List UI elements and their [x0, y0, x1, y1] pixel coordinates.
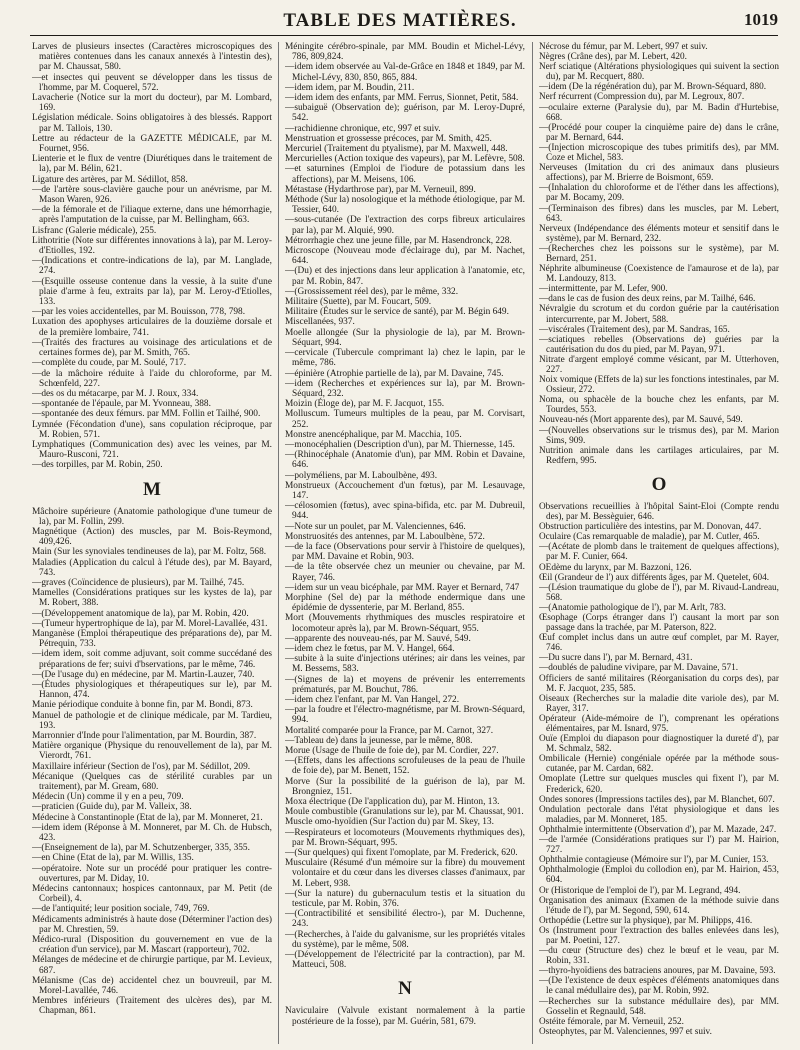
index-entry: —idem chez l'enfant, par M. Van Hangel, 272. — [285, 695, 460, 705]
index-entry: —complète du coude, par M. Soulé, 717. — [32, 358, 187, 369]
index-entry: Observations recueillies à l'hôpital Saint-Eloi (Compte rendu des), par M. Bessèguier, 646. — [539, 501, 779, 523]
index-entry: —intermittente, par M. Lefer, 900. — [539, 284, 668, 295]
index-entry: Mort (Mouvements rhythmiques des muscles respiratoire et locomoteur après la), par M. Brown-Séquart, 955. — [285, 613, 525, 634]
index-entry: Mercurielles (Action toxique des vapeurs), par M. Lefèvre, 508. — [285, 154, 525, 165]
index-entry: Mélanisme (Cas de) accidentel chez un bouvreuil, par M. Morel-Lavallée, 746. — [32, 975, 272, 997]
index-entry: Lisfranc (Galerie médicale), 255. — [32, 225, 157, 236]
index-entry: Nécrose du fémur, par M. Lebert, 997 et suiv. — [539, 42, 708, 52]
index-entry: Oiseaux (Recherches sur la maladie dite variole des), par M. Rayer, 317. — [539, 693, 779, 714]
index-entry: Médecins cantonnaux; hospices cantonnaux, par M. Petit (de Corbeil), 4. — [32, 884, 272, 905]
index-entry: Monstruosités des antennes, par M. Laboulbène, 572. — [285, 531, 485, 542]
index-entry: —doublés de paludine vivipare, par M. Davaine, 571. — [539, 663, 739, 674]
page-header — [0, 8, 800, 36]
index-column-2 — [285, 42, 525, 1044]
index-entry: Moxa électrique (De l'application du), par M. Hinton, 13. — [285, 797, 500, 808]
index-entry: —Du sucre dans l'), par M. Bernard, 431. — [539, 653, 693, 664]
column-divider — [532, 42, 533, 1044]
index-entry: Législation médicale. Soins obligatoires à des blessés. Rapport par M. Tallois, 130. — [32, 113, 272, 134]
index-entry: Lithotritie (Note sur différentes innovations à la), par M. Leroy-d'Etiolles, 192. — [32, 235, 272, 257]
index-entry: —Respirateurs et locomoteurs (Mouvements rhythmiques des), par M. Brown-Séquart, 995. — [285, 827, 525, 848]
index-entry: Militaire (Suette), par M. Foucart, 509. — [285, 297, 432, 308]
index-entry: Mélanges de médecine et de chirurgie partique, par M. Levieux, 687. — [32, 955, 272, 976]
index-entry: —(Tumeur hypertrophique de la), par M. Morel-Lavallée, 431. — [32, 618, 268, 629]
index-entry: —des os du métacarpe, par M. J. Roux, 334. — [32, 388, 199, 399]
index-entry: —(Enseignement de la), par M. Schutzenberger, 335, 355. — [32, 843, 250, 854]
index-entry: Ombilicale (Hernie) congéniale opérée par la méthode sous-cutanée, par M. Cardan, 682. — [539, 754, 779, 775]
index-entry: Nerf récurrent (Compression du), par M. Legroux, 807. — [539, 92, 745, 103]
index-entry: —idem (De la régénération du), par M. Brown-Séquard, 880. — [539, 82, 767, 93]
index-entry: Ondes sonores (Impressions tactiles des), par M. Blanchet, 607. — [539, 794, 775, 805]
index-entry: —(Injection microscopique des tubes primitifs des), par MM. Coze et Michel, 583. — [539, 142, 779, 164]
index-entry: —(Du) et des injections dans leur application à l'anatomie, etc, par M. Robin, 847. — [285, 266, 525, 287]
index-entry: Médicaments administrés à haute dose (Déterminer l'action des) par M. Chrestien, 59. — [32, 914, 272, 935]
index-entry: —polyméliens, par M. Laboulbène, 493. — [285, 470, 438, 481]
section-letter: M — [143, 478, 161, 500]
index-entry: Métrorrhagie chez une jeune fille, par M. Hasendronck, 228. — [285, 235, 512, 246]
index-entry: Organisation des animaux (Examen de la méthode suivie dans l'étude de l'), par M. Segond, 590, 614. — [539, 895, 779, 916]
index-entry: —et insectes qui peuvent se développer dans les tissus de l'homme, par M. Coquerel, 572. — [32, 72, 272, 93]
index-entry: —graves (Coïncidence de plusieurs), par M. Tailhé, 745. — [32, 577, 245, 588]
index-entry: Ligature des artères, par M. Sédillot, 858. — [32, 174, 188, 185]
index-entry: —(Contractibilité et sensibilité électro-), par M. Duchenne, 243. — [285, 909, 525, 930]
index-entry: Miscellanées, 937. — [285, 317, 355, 328]
index-entry: —de la fémorale et de l'iliaque externe, dans une hémorrhagie, après l'amputation de la cuisse, par M. Bellingham, 663. — [32, 205, 272, 226]
index-entry: Lymphatiques (Communication des) avec les veines, par M. Mauro-Rusconi, 721. — [32, 439, 272, 461]
index-entry: —(Inhalation du chloroforme et de l'éther dans les affections), par M. Bocamy, 209. — [539, 183, 779, 204]
index-entry: —et saturnines (Emploi de l'iodure de potassium dans les affections), par M. Meisens, 106. — [285, 164, 525, 185]
index-entry: Médecin (Un) comme il y en a peu, 709. — [32, 792, 184, 803]
index-entry: —(Traités des fractures au voisinage des articulations et de certaines formes de), par M. Smith, 765. — [32, 337, 272, 359]
index-columns — [32, 42, 780, 1044]
index-entry: —spontanée des deux fémurs. par MM. Follin et Tailhé, 900. — [32, 409, 261, 420]
index-entry: Marronnier d'Inde pour l'alimentation, par M. Bourdin, 387. — [32, 731, 257, 741]
index-entry: —(Rhinocéphale (Anatomie d'un), par MM. Robin et Davaine, 646. — [285, 450, 525, 471]
index-entry: Magnétique (Action) des muscles, par M. Bois-Reymond, 409,426. — [32, 526, 272, 548]
index-entry: Luxation des apophyses articulaires de la douzième dorsale et de la première lombaire, 741. — [32, 317, 272, 338]
index-entry: Mortalité comparée pour la France, par M. Carnot, 327. — [285, 725, 494, 736]
index-entry: Mâchoire supérieure (Anatomie pathologique d'une tumeur de la), par M. Follin, 299. — [32, 506, 272, 527]
index-entry: Œil (Grandeur de l') aux différents âges, par M. Quetelet, 604. — [539, 572, 770, 583]
page-number: 1019 — [744, 10, 778, 29]
index-entry: —(Anatomie pathologique de l'), par M. Arlt, 783. — [539, 602, 726, 613]
index-entry: Morue (Usage de l'huile de foie de), par M. Cordier, 227. — [285, 746, 499, 757]
index-entry: Nègres (Crâne des), par M. Lebert, 420. — [539, 52, 687, 63]
index-entry: Moelle allongée (Sur la physiologie de la), par M. Brown-Séquart, 994. — [285, 327, 525, 348]
index-entry: Lavacherie (Notice sur la mort du docteur), par M. Lombard, 169. — [32, 93, 272, 114]
index-entry: Nerveux (Indépendance des éléments moteur et sensitif dans le système), par M. Bernard, 232. — [539, 223, 779, 244]
index-entry: Morve (Sur la possibilité de la guérison de la), par M. Brongniez, 151. — [285, 776, 525, 797]
index-entry: —spontanée de l'épaule, par M. Yvonneau, 388. — [32, 399, 211, 410]
index-entry: —idem idem des enfants, par MM. Ferrus, Sionnet, Petit, 584. — [285, 93, 519, 104]
index-entry: —des torpilles, par M. Robin, 250. — [32, 460, 163, 471]
index-entry: Maxillaire inférieur (Section de l'os), par M. Sédillot, 209. — [32, 761, 251, 772]
index-entry: Nouveau-nés (Mort apparente des), par M. Sauvé, 549. — [539, 415, 743, 426]
index-entry: Nutrition animale dans les cartilages articulaires, par M. Redfern, 995. — [539, 445, 779, 466]
index-entry: —idem idem observée au Val-de-Grâce en 1848 et 1849, par M. Michel-Lévy, 830, 850, 865, 884. — [285, 62, 525, 83]
index-entry: Monstre anencéphalique, par M. Macchia, 105. — [285, 429, 462, 440]
index-entry: Maladies (Application du calcul à l'étude des), par M. Bayard, 743. — [32, 557, 272, 578]
index-entry: Ouïe (Emploi du diapason pour diagnostiquer la dureté d'), par M. Schmalz, 582. — [539, 734, 779, 755]
index-entry: Néphrite albumineuse (Coexistence de l'amaurose et de la), par M. Landouzy, 813. — [539, 264, 779, 285]
index-entry: Microscope (Nouveau mode d'éclairage du), par M. Nachet, 644. — [285, 246, 525, 267]
index-entry: Manuel de pathologie et de clinique médicale, par M. Tardieu, 193. — [32, 710, 272, 731]
index-entry: Obstruction particulière des intestins, par M. Donovan, 447. — [539, 522, 762, 533]
index-entry: —de la face (Observations pour servir à l'histoire de quelques), par MM. Davaine et Robin, 903. — [285, 541, 525, 563]
index-entry: —sciatiques rebelles (Observations de) guéries par la cautérisation du dos du pied, par M. Payan, 971. — [539, 334, 779, 355]
index-entry: —monocéphalien (Description d'un), par M. Thiernesse, 145. — [285, 439, 515, 450]
index-entry: —idem idem, par M. Boudin, 211. — [285, 82, 415, 93]
index-entry: —(Nouvelles observations sur le trismus des), par M. Marion Sims, 909. — [539, 425, 779, 446]
index-entry: —(Acétate de plomb dans le traitement de quelques affections), par M. F. Cunier, 664. — [539, 542, 779, 563]
index-entry: —par la foudre et l'électro-magnétisme, par M. Brown-Séquard, 994. — [285, 705, 525, 726]
index-entry: —idem sur un veau bicéphale, par MM. Rayer et Bernard, 747 — [285, 582, 520, 593]
index-entry: Lettre au rédacteur de la GAZETTE MÉDICALE, par M. Fournet, 956. — [32, 133, 272, 155]
index-entry: Nerf sciatique (Altérations physiologiques qui suivent la section du), par M. Recquert, 880. — [539, 62, 779, 83]
index-entry: —de l'antiquité; leur position sociale, 749, 769. — [32, 904, 210, 915]
section-letter: O — [651, 473, 667, 495]
index-entry: —subaiguë (Observation de); guérison, par M. Leroy-Dupré, 542. — [285, 103, 525, 124]
index-entry: Orthopédie (Lettre sur la physique), par M. Philipps, 416. — [539, 915, 753, 926]
index-entry: —viscérales (Traitement des), par M. Sandras, 165. — [539, 324, 730, 335]
index-entry: —Note sur un poulet, par M. Valenciennes, 646. — [285, 521, 466, 532]
index-entry: —(Indications et contre-indications de la), par M. Langlade, 274. — [32, 256, 272, 277]
index-entry: Opérateur (Aide-mémoire de l'), comprenant les opérations élémentaires, par M. Isnard, 975. — [539, 713, 779, 734]
index-entry: —(Lésion traumatique du globe de l'), par M. Rivaud-Landreau, 568. — [539, 582, 779, 603]
index-entry: —dans le cas de fusion des deux reins, par M. Tailhé, 646. — [539, 294, 756, 305]
index-entry: Osteophytes, par M. Valenciennes, 997 et suiv. — [539, 1026, 712, 1037]
index-entry: —(Recherches, à l'aide du galvanisme, sur les propriétés vitales du système), par le même, 508. — [285, 929, 525, 950]
index-entry: —sous-cutanée (De l'extraction des corps fibreux articulaires par la), par M. Alquié, 990. — [285, 215, 525, 236]
index-entry: Molluscum. Tumeurs multiples de la peau, par M. Corvisart, 252. — [285, 409, 525, 430]
index-entry: Musculaire (Résumé d'un mémoire sur la fibre) du mouvement volontaire et du cœur dans les diverses classes d'animaux, par M. Lebert, 938. — [285, 858, 525, 889]
index-entry: Névralgie du scrotum et du cordon guérie par la cautérisation intercurrente, par M. Jobert, 588. — [539, 304, 779, 325]
index-entry: —(Études physiologiques et thérapeutiques sur le), par M. Hannon, 474. — [32, 679, 272, 701]
index-entry: Ophthalmie contagieuse (Mémoire sur l'), par M. Cunier, 153. — [539, 855, 769, 866]
index-entry: Lymnée (Fécondation d'une), sans copulation réciproque, par M. Robien, 571. — [32, 419, 272, 440]
index-entry: Main (Sur les synoviales tendineuses de la), par M. Foltz, 568. — [32, 547, 267, 558]
index-entry: —en Chine (Etat de la), par M. Willis, 135. — [32, 853, 194, 864]
index-entry: —épinière (Atrophie partielle de la), par M. Davaine, 745. — [285, 368, 504, 379]
index-entry: Oculaire (Cas remarquable de maladie), par M. Cutler, 465. — [539, 532, 760, 543]
index-entry: Métastase (Hydarthrose par), par M. Verneuil, 899. — [285, 184, 476, 195]
index-entry: Moule combustible (Granulations sur le), par M. Chaussat, 901. — [285, 807, 524, 818]
index-entry: —Tableau de) dans la jeunesse, par le même, 808. — [285, 735, 473, 746]
index-entry: —de l'artère sous-clavière gauche pour un anévrisme, par M. Mason Waren, 926. — [32, 184, 272, 206]
index-entry: —subite à la suite d'injections utérines; air dans les veines, par M. Bessems, 583. — [285, 654, 525, 675]
column-divider — [278, 42, 279, 1044]
index-entry: —idem chez le fœtus, par M. V. Hangel, 664. — [285, 643, 455, 654]
index-entry: —de la mâchoire réduite à l'aide du chloroforme, par M. Schœnfeld, 227. — [32, 368, 272, 389]
index-entry: —Recherches sur la substance médullaire des), par MM. Gosselin et Regnauld, 548. — [539, 996, 779, 1017]
index-entry: —(Procédé pour couper la cinquième paire de) dans le crâne, par M. Bernard, 644. — [539, 122, 779, 143]
index-entry: Méthode (Sur la) nosologique et la méthode étiologique, par M. Tessier, 640. — [285, 195, 525, 216]
index-entry: —(De l'existence de deux espèces d'éléments anatomiques dans le canal médullaire des), par M. Robin, 992. — [539, 976, 779, 997]
index-entry: —célosomien (fœtus), avec spina-bifida, etc. par M. Dubreuil, 944. — [285, 501, 525, 522]
index-entry: Œsophage (Corps étranger dans l') causant la mort par son passage dans la trachée, par M. Paterson, 822. — [539, 612, 779, 634]
index-entry: —(Développement anatomique de la), par M. Robin, 420. — [32, 608, 249, 619]
index-entry: Ostéite fémorale, par M. Verneuil, 252. — [539, 1016, 684, 1027]
index-entry: Nerveuses (Imitation du cri des animaux dans plusieurs affections), par M. Brierre de Boismont, 659. — [539, 163, 779, 184]
index-entry: —apparente des nouveau-nés, par M. Sauvé, 549. — [285, 633, 471, 644]
index-entry: —idem idem, soit comme adjuvant, soit comme succédané des préparations de fer; suivi d'bservations, par le même, 746. — [32, 649, 272, 670]
index-entry: Morphine (Sel de) par la méthode endermique dans une épidémie de dyssenterie, par M. Berland, 855. — [285, 592, 525, 614]
index-entry: Membres inférieurs (Traitement des ulcères des), par M. Chapman, 861. — [32, 996, 272, 1017]
index-column-3 — [539, 42, 779, 1044]
index-entry: Ophthalmologie (Emploi du collodion en), par M. Hairion, 453, 604. — [539, 865, 779, 886]
index-entry: —oculaire externe (Paralysie du), par M. Badin d'Hurtebise, 668. — [539, 102, 779, 123]
index-entry: —rachidienne chronique, etc, 997 et suiv. — [285, 123, 441, 134]
index-entry: Moizin (Éloge de), par M. F. Jacquot, 155. — [285, 399, 445, 410]
index-entry: —du cœur (Structure des) chez le bœuf et le veau, par M. Robin, 331. — [539, 946, 779, 967]
index-entry: —(Signes de la) et moyens de prévenir les enterrements prématurés, par M. Bouchut, 786. — [285, 674, 525, 695]
index-entry: Or (Historique de l'emploi de l'), par M. Legrand, 494. — [539, 885, 741, 896]
index-entry: —de la tête observée chez un meunier ou chevaine, par M. Rayer, 746. — [285, 562, 525, 583]
index-entry: —(Développement de l'électricité par la contraction), par M. Matteuci, 508. — [285, 950, 525, 971]
index-entry: Manganèse (Emploi thérapeutique des préparations de), par M. Pétrequin, 733. — [32, 628, 272, 650]
index-entry: —(Esquille osseuse contenue dans la vessie, à la suite d'une plaie d'arme à feu, extraits par la), par M. Leroy-d'Etiolles, 133. — [32, 276, 272, 308]
index-entry: —(Effets, dans les affections scrofuleuses de la peau de l'huile de foie de), par M. Benett, 152. — [285, 756, 525, 777]
index-entry: Médecine à Constantinople (Etat de la), par M. Monneret, 21. — [32, 812, 263, 823]
index-entry: Officiers de santé militaires (Réorganisation du corps des), par M. F. Jacquot, 235, 585. — [539, 673, 779, 694]
index-entry: —(Sur la nature) du gubernaculum testis et la situation du testicule, par M. Robin, 376. — [285, 888, 525, 910]
index-entry: OEdème du larynx, par M. Bazzoni, 126. — [539, 562, 692, 573]
index-entry: Nitrate d'argent employé comme vésicant, par M. Utterhoven, 227. — [539, 354, 779, 375]
index-entry: —(Sur quelques) qui fixent l'omoplate, par M. Frederick, 620. — [285, 848, 518, 859]
index-entry: Œuf complet inclus dans un autre œuf complet, par M. Rayer, 746. — [539, 633, 779, 654]
index-entry: Ondulation pectorale dans l'état physiologique et dans les maladies, par M. Monneret, 185. — [539, 804, 779, 825]
index-entry: Mamelles (Considérations pratiques sur les kystes de la), par M. Robert, 388. — [32, 588, 272, 609]
index-entry: —idem (Recherches et expériences sur la), par M. Brown-Séquard, 232. — [285, 378, 525, 399]
header-rule — [30, 35, 778, 36]
index-entry: Os (Instrument pour l'extraction des balles enlevées dans les), par M. Poetini, 127. — [539, 925, 779, 946]
index-entry: —(Recherches chez les poissons sur le système), par M. Bernard, 251. — [539, 243, 779, 264]
index-entry: —(De l'usage du) en médecine, par M. Martin-Lauzer, 740. — [32, 669, 255, 680]
index-entry: —cervicale (Tubercule comprimant la) chez le lapin, par le même, 786. — [285, 348, 525, 369]
index-entry: Mercuriel (Traitement du ptyalisme), par M. Maxwell, 448. — [285, 144, 508, 155]
index-entry: —idem idem (Réponse à M. Monneret, par M. Ch. de Hubsch, 423. — [32, 822, 272, 844]
index-entry: —opératoire. Note sur un procédé pour pratiquer les contre-ouvertures, par M. Diday, 10. — [32, 863, 272, 884]
index-entry: Larves de plusieurs insectes (Caractères microscopiques des matières contenues dans les canaux annexés à l'intestin des), par M. Chaussat, 580. — [32, 42, 272, 73]
index-entry: Menstruation et grossesse précoces, par M. Smith, 425. — [285, 133, 492, 144]
index-entry: —par les voies accidentelles, par M. Bouisson, 778, 798. — [32, 307, 246, 318]
index-entry: Omoplate (Lettre sur quelques muscles qui fixent l'), par M. Frederick, 620. — [539, 774, 779, 795]
index-entry: —praticien (Guide du), par M. Valleix, 38. — [32, 802, 192, 813]
index-entry: Mécanique (Quelques cas de stérilité curables par un traitement), par M. Gream, 680. — [32, 771, 272, 793]
index-entry: Muscle omo-hyoïdien (Sur l'action du) par M. Skey, 13. — [285, 817, 494, 828]
index-entry: Matière organique (Physique du renouvellement de la), par M. Vierordt, 761. — [32, 741, 272, 762]
index-entry: —de l'armée (Considérations pratiques sur l') par M. Hairion, 727. — [539, 835, 779, 856]
page-title: TABLE DES MATIÈRES. — [283, 10, 517, 31]
index-entry: Ophthalmie intermittente (Observation d'), par M. Mazade, 247. — [539, 824, 777, 835]
index-entry: Lienterie et le flux de ventre (Diurétiques dans le traitement de la), par M. Bélin, 621. — [32, 154, 272, 175]
index-entry: Noix vomique (Effets de la) sur les fonctions intestinales, par M. Ossieur, 272. — [539, 375, 779, 396]
index-entry: Noma, ou sphacèle de la bouche chez les enfants, par M. Tourdes, 553. — [539, 395, 779, 416]
index-entry: Monstrueux (Accouchement d'un fœtus), par M. Lesauvage, 147. — [285, 480, 525, 501]
index-entry: Naviculaire (Valvule existant normalement à la partie postérieure de la fosse), par M. Guérin, 581, 679. — [285, 1006, 525, 1027]
index-column-1 — [32, 42, 272, 1044]
index-entry: —thyro-hyoïdiens des batraciens anoures, par M. Davaine, 593. — [539, 966, 776, 977]
index-entry: —(Terminaison des fibres) dans les muscles, par M. Lebert, 643. — [539, 203, 779, 224]
section-letter: N — [398, 978, 412, 1000]
index-entry: Méningite cérébro-spinale, par MM. Boudin et Michel-Lévy, 786, 809,824. — [285, 42, 525, 63]
index-entry: —(Grossissement réel des), par le même, 332. — [285, 286, 459, 297]
index-entry: Militaire (Études sur le service de santé), par M. Bégin 649. — [285, 307, 509, 318]
index-entry: Médico-rural (Disposition du gouvernement en vue de la création d'un service), par M. Mascart (rapporteur), 702. — [32, 935, 272, 956]
index-entry: Manie périodique conduite à bonne fin, par M. Bondi, 873. — [32, 700, 253, 711]
